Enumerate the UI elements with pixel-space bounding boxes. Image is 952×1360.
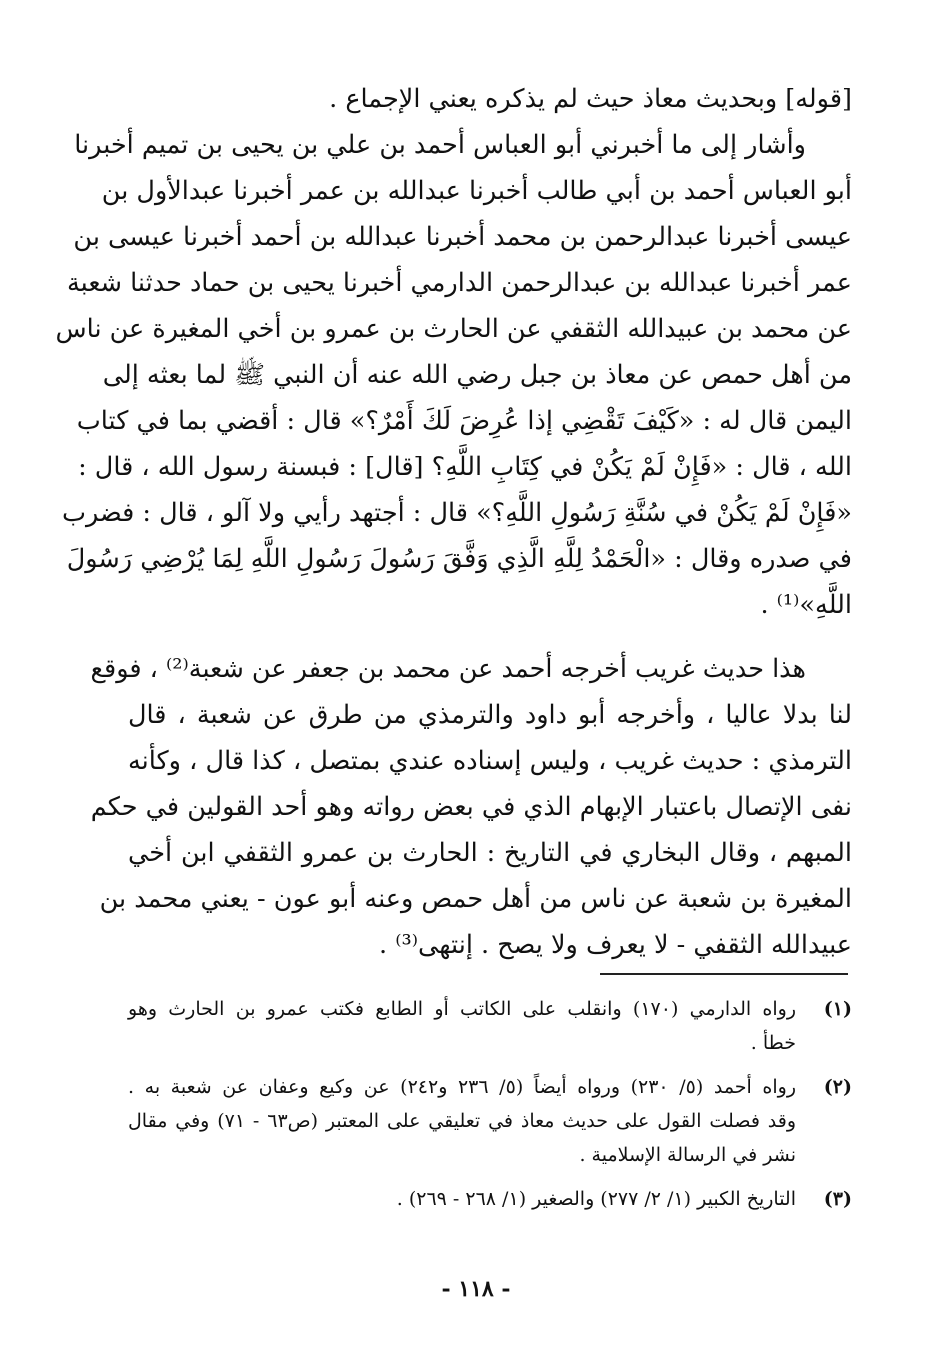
text-line: وأشار إلى ما أخبرني أبو العباس أحمد بن علي بن يحيى بن تميم أخبرنا xyxy=(74,130,806,160)
text-line: اليمن قال له : «كَيْفَ تَقْضِي إذا عُرِضَ لَكَ أَمْرٌ؟» قال : أقضي بما في كتاب xyxy=(76,406,852,436)
footnote-line: خطأ . xyxy=(750,1032,796,1054)
footnote-number: (٣) xyxy=(823,1188,852,1210)
page-number: - ١١٨ - xyxy=(441,1276,511,1302)
text-line: اللَّهِ»⁽¹⁾ . xyxy=(760,590,852,620)
footnote-2 xyxy=(128,1070,852,1172)
main-paragraph-1 xyxy=(55,76,852,628)
footnote-number: (١) xyxy=(823,998,852,1020)
footnotes xyxy=(128,992,852,1226)
text-line: المغيرة بن شعبة عن ناس من أهل حمص وعنه أبو عون - يعني محمد بن xyxy=(99,884,852,914)
text-line: من أهل حمص عن معاذ بن جبل رضي الله عنه أن النبي ﷺ لما بعثه إلى xyxy=(102,360,852,390)
main-paragraph-2 xyxy=(90,646,852,968)
text-line: الله ، قال : «فَإِنْ لَمْ يَكُنْ في كِتَابِ اللَّهِ؟ [قال] : فبسنة رسول الله ، قال : xyxy=(78,452,852,482)
text-line: عن محمد بن عبيدالله الثقفي عن الحارث بن عمرو بن أخي المغيرة عن ناس xyxy=(55,314,852,344)
text-line: عمر أخبرنا عبدالله بن عبدالرحمن الدارمي أخبرنا يحيى بن حماد حدثنا شعبة xyxy=(67,268,852,298)
text-line: لنا بدلا عاليا ، وأخرجه أبو داود والترمذي من طرق عن شعبة ، قال xyxy=(128,700,852,730)
footnote-1 xyxy=(128,992,852,1060)
text-line: هذا حديث غريب أخرجه أحمد عن محمد بن جعفر عن شعبة⁽²⁾ ، فوقع xyxy=(90,654,806,684)
text-line: عبيدالله الثقفي - لا يعرف ولا يصح . إنتهى⁽³⁾ . xyxy=(379,930,852,960)
footnote-divider xyxy=(600,973,848,975)
footnote-line: نشر في الرسالة الإسلامية . xyxy=(579,1144,796,1166)
footnote-line: وقد فصلت القول على حديث معاذ في تعليقي على المعتبر (ص٦٣ - ٧١) وفي مقال xyxy=(128,1110,797,1132)
text-line: أبو العباس أحمد بن أبي طالب أخبرنا عبدالله بن عمر أخبرنا عبدالأول بن xyxy=(101,176,852,206)
footnote-line: التاريخ الكبير (١/ ٢/ ٢٧٧) والصغير (١/ ٢٦٨ - ٢٦٩) . xyxy=(396,1188,796,1210)
text-line: المبهم ، وقال البخاري في التاريخ : الحارث بن عمرو الثقفي ابن أخي xyxy=(128,838,852,868)
footnote-3 xyxy=(128,1182,852,1216)
footnote-line: رواه الدارمي (١٧٠) وانقلب على الكاتب أو الطابع فكتب عمرو بن الحارث وهو xyxy=(128,998,796,1020)
text-line: عيسى أخبرنا عبدالرحمن بن محمد أخبرنا عبدالله بن أحمد أخبرنا عيسى بن xyxy=(73,222,852,252)
text-line: [قوله] وبحديث معاذ حيث لم يذكره يعني الإجماع . xyxy=(329,84,852,114)
footnote-number: (٢) xyxy=(823,1076,852,1098)
text-line: «فَإِنْ لَمْ يَكُنْ في سُنَّةِ رَسُولِ اللَّهِ؟» قال : أجتهد رأيي ولا آلو ، قال : فضرب xyxy=(61,498,852,528)
text-line: في صدره وقال : «الْحَمْدُ لِلَّهِ الَّذِي وَفَّقَ رَسُولَ رَسُولِ اللَّهِ لِمَا يُرْضِي رَسُولَ xyxy=(66,544,852,574)
text-line: الترمذي : حديث غريب ، وليس إسناده عندي بمتصل ، كذا قال ، وكأنه xyxy=(128,746,852,776)
footnote-line: رواه أحمد (٥/ ٢٣٠) ورواه أيضاً (٥/ ٢٣٦ و٢٤٢) عن وكيع وعفان عن شعبة به . xyxy=(128,1076,796,1098)
text-line: نفى الإتصال باعتبار الإبهام الذي في بعض رواته وهو أحد القولين في حكم xyxy=(90,792,852,822)
